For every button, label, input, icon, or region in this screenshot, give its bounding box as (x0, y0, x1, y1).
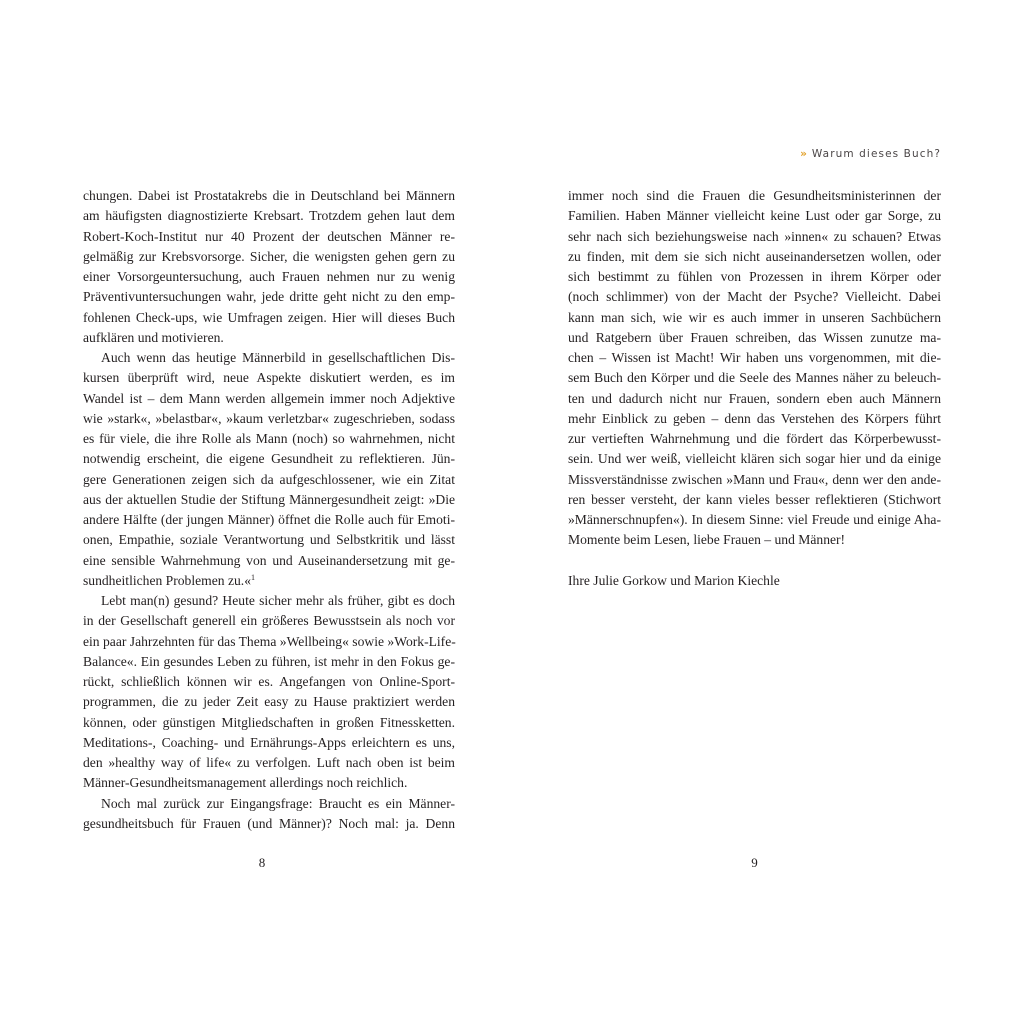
text-line: mehr Einblick zu geben – denn das Verstehen des Körpers führt (568, 410, 941, 426)
text-line: rückt, schließlich können wir es. Angefangen von Online-Sport- (83, 674, 455, 689)
text-line: ren besser versteht, der kann vieles besser reflektieren (Stichwort (568, 491, 941, 507)
text-line: Missverständnisse zwischen »Mann und Frau«, denn wer den ande- (568, 471, 941, 487)
text-line: gere Generationen zeigen sich da aufgeschlossener, wie ein Zitat (83, 471, 455, 487)
text-line: und Ratgebern über Frauen schreiben, das Wissen zunutze ma- (568, 329, 941, 345)
text-line: Robert-Koch-Institut nur 40 Prozent der deutschen Männer re- (83, 228, 455, 244)
text-line: eine sensible Wahrnehmung von und Auseinandersetzung mit ge- (83, 552, 455, 568)
page-number-left: 8 (258, 855, 266, 870)
text-line: »Männerschnupfen«). In diesem Sinne: viel Freude und einige Aha- (568, 512, 941, 527)
running-head-title: Warum dieses Buch? (811, 148, 941, 160)
text-line: gesundheitsbuch für Frauen (und Männer)? Noch mal: ja. Denn (83, 815, 455, 831)
text-line (83, 571, 455, 591)
left-page-body (83, 186, 455, 834)
text-line: chen – Wissen ist Macht! Wir haben uns vorgenommen, mit die- (568, 350, 941, 365)
text-line: kann man sich, wie wir es auch immer in unseren Sachbüchern (568, 309, 941, 325)
text-line: einer Vorsorgeuntersuchung, auch Frauen nehmen nur zu wenig (83, 269, 455, 284)
text-line: sem Buch den Körper und die Seele des Mannes näher zu beleuch- (568, 370, 941, 386)
text-line: ten und dadurch nicht nur Frauen, sondern eben auch Männern (568, 390, 941, 406)
text-line: aus der aktuellen Studie der Stiftung Männergesundheit zeigt: »Die (83, 491, 455, 507)
left-page (83, 0, 455, 1024)
text-line: es für viele, die ihre Rolle als Mann (noch) so wahrnehmen, nicht (83, 431, 455, 446)
text-line: sehr nach sich beziehungsweise nach »innen« zu schauen? Etwas (568, 228, 941, 244)
text-line: Männer-Gesundheitsmanagement allerdings noch reichlich. (83, 775, 408, 791)
text-line: Lebt man(n) gesund? Heute sicher mehr als früher, gibt es doch (101, 593, 455, 608)
text-line: kursen überprüft wird, neue Aspekte diskutiert werden, es im (83, 370, 455, 386)
text-line: ein paar Jahrzehnten für das Thema »Wellbeing« sowie »Work-Life- (83, 633, 456, 649)
paragraph (83, 794, 455, 835)
text-line: sich bestimmt zu fühlen von Prozessen in ihrem Körper oder (568, 269, 941, 284)
footnote-reference[interactable]: 1 (251, 572, 255, 582)
paragraph (568, 186, 941, 551)
text-line: am häufigsten diagnostizierte Krebsart. Trotzdem gehen laut dem (83, 208, 455, 224)
right-page-body (568, 186, 941, 591)
text-line: onen, Empathie, soziale Verantwortung und Selbstkritik und lässt (83, 532, 455, 548)
text-line: (noch schlimmer) von der Macht der Psyche? Vielleicht. Dabei (568, 289, 941, 305)
text-line: den »healthy way of life« zu verfolgen. Luft nach oben ist beim (83, 755, 455, 770)
text-line: immer noch sind die Frauen die Gesundheitsministerinnen der (568, 188, 941, 203)
text-line: andere Hälfte (der jungen Männer) öffnet die Rolle auch für Emoti- (83, 512, 455, 527)
text-line: zur vertieften Wahrnehmung und die fördert das Körperbewusst- (568, 431, 941, 446)
text-line: programmen, die zu jeder Zeit easy zu Hause praktiziert werden (83, 694, 455, 710)
signature-line: Ihre Julie Gorkow und Marion Kiechle (568, 572, 780, 588)
text-line: Balance«. Ein gesundes Leben zu führen, ist mehr in den Fokus ge- (83, 653, 455, 669)
paragraph (83, 186, 455, 348)
text-line: aufklären und motivieren. (83, 329, 224, 345)
text-line: chungen. Dabei ist Prostatakrebs die in Deutschland bei Männern (83, 188, 455, 203)
signature (568, 571, 941, 591)
text-line: sein. Und wer weiß, vielleicht klären sich sogar hier und da einige (568, 451, 941, 467)
text-line: Momente beim Lesen, liebe Frauen – und Männer! (568, 532, 846, 548)
text-line: fohlenen Check-ups, wie Umfragen zeigen. Hier will dieses Buch (83, 309, 455, 325)
text-line: Wandel ist – dem Mann werden allgemein immer noch Adjektive (83, 390, 455, 406)
text-line: wie »stark«, »belastbar«, »kaum verletzbar« zugeschrieben, sodass (83, 410, 455, 426)
text-line: in der Gesellschaft generell ein größeres Bewusstsein als noch vor (83, 613, 455, 629)
text-line: Präventivuntersuchungen wahr, jede dritte geht nicht zu den emp- (83, 289, 455, 305)
text-line: Familien. Haben Männer vielleicht keine Lust oder gar Sorge, zu (568, 208, 941, 224)
text-line: gelmäßig zur Krebsvorsorge. Sicher, die wenigsten gehen gern zu (83, 248, 455, 264)
text-line: Noch mal zurück zur Eingangsfrage: Braucht es ein Männer- (101, 795, 455, 811)
paragraph (83, 591, 455, 794)
right-page-paragraphs (568, 186, 941, 551)
right-page (568, 0, 941, 1024)
text-line: zu finden, mit dem sie sich nicht auseinandersetzen wollen, oder (568, 248, 941, 264)
page-number-right: 9 (751, 855, 758, 870)
text-line: notwendig erscheint, die eigene Gesundheit zu reflektieren. Jün- (83, 451, 455, 467)
text-line: Meditations-, Coaching- und Ernährungs-Apps erleichtern es uns, (83, 734, 455, 750)
text-line: können, oder günstigen Mitgliedschaften in großen Fitnessketten. (83, 714, 455, 730)
paragraph (83, 348, 455, 591)
text-line-content: sundheitlichen Problemen zu.« (83, 572, 251, 588)
running-head (800, 148, 941, 160)
text-line: Auch wenn das heutige Männerbild in gesellschaftlichen Dis- (101, 350, 455, 365)
running-head-marker: » (800, 148, 806, 160)
